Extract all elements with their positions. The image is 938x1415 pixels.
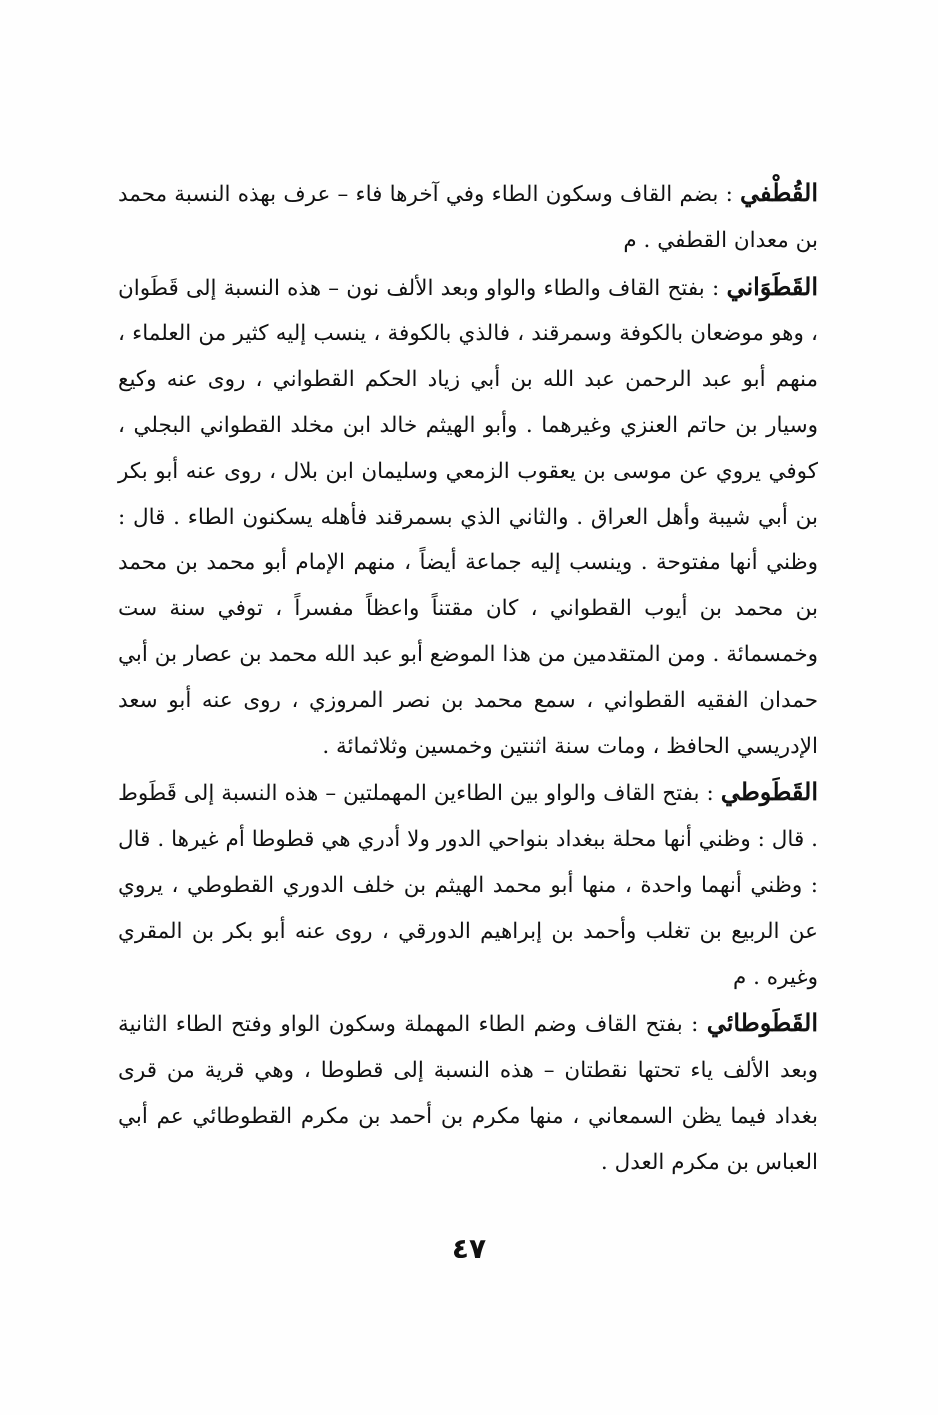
entry-qatawti bbox=[118, 769, 818, 1000]
entry-qutfi bbox=[118, 170, 818, 264]
entry-body: : بضم القاف وسكون الطاء وفي آخرها فاء – عرف بهذه النسبة محمد بن معدان القطفي . م bbox=[118, 182, 818, 253]
entry-qatawani bbox=[118, 264, 818, 770]
entry-qatawtai bbox=[118, 1000, 818, 1185]
headword: القَطَوطائي bbox=[706, 1008, 818, 1038]
page-text bbox=[118, 170, 818, 1186]
headword: القَطَوطي bbox=[720, 777, 818, 807]
entry-body: : بفتح القاف والواو بين الطاءين المهملتين – هذه النسبة إلى قَطَوط . قال : وظني أنها محلة ببغداد بنواحي الدور ولا أدري هي قطوطا أم غيرها . قال : وظني أنهما واحدة ، منها أبو محمد الهيثم بن خلف الدوري القطوطي ، يروي عن الربيع بن تغلب وأحمد بن إبراهيم الدورقي ، روى عنه أبو بكر بن المقري وغيره . م bbox=[118, 781, 818, 990]
headword: القُطْفي bbox=[740, 178, 818, 207]
headword: القَطَوَاني bbox=[726, 271, 818, 301]
page-number: ٤٧ bbox=[451, 1232, 487, 1265]
entry-body: : بفتح القاف والطاء والواو وبعد الألف نون – هذه النسبة إلى قَطَوان ، وهو موضعان بالكوفة وسمرقند ، فالذي بالكوفة ، ينسب إليه كثير من العلماء ، منهم أبو عبد الرحمن عبد الله بن أبي زياد الحكم القطواني ، روى عنه وكيع وسيار بن حاتم العنزي وغيرهما . وأبو الهيثم خالد ابن مخلد القطواني البجلي ، كوفي يروي عن موسى بن يعقوب الزمعي وسليمان ابن بلال ، روى عنه أبو بكر بن أبي شيبة وأهل العراق . والثاني الذي بسمرقند فأهله يسكنون الطاء . قال : وظني أنها مفتوحة . وينسب إليه جماعة أيضاً ، منهم الإمام أبو محمد بن محمد بن محمد بن أيوب القطواني ، كان مقتناً واعظاً مفسراً ، توفي سنة ست وخمسمائة . ومن المتقدمين من هذا الموضع أبو عبد الله محمد بن عصار بن أبي حمدان الفقيه القطواني ، سمع محمد بن نصر المروزي ، روى عنه أبو سعد الإدريسي الحافظ ، ومات سنة اثنتين وخمسين وثلاثمائة . bbox=[118, 275, 818, 759]
entry-body: : بفتح القاف وضم الطاء المهملة وسكون الواو وفتح الطاء الثانية وبعد الألف ياء تحتها نقطتان – هذه النسبة إلى قطوطا ، وهي قرية من قرى بغداد فيما يظن السمعاني ، منها مكرم بن أحمد بن مكرم القطوطائي عم أبي العباس بن مكرم العدل . bbox=[118, 1012, 818, 1175]
